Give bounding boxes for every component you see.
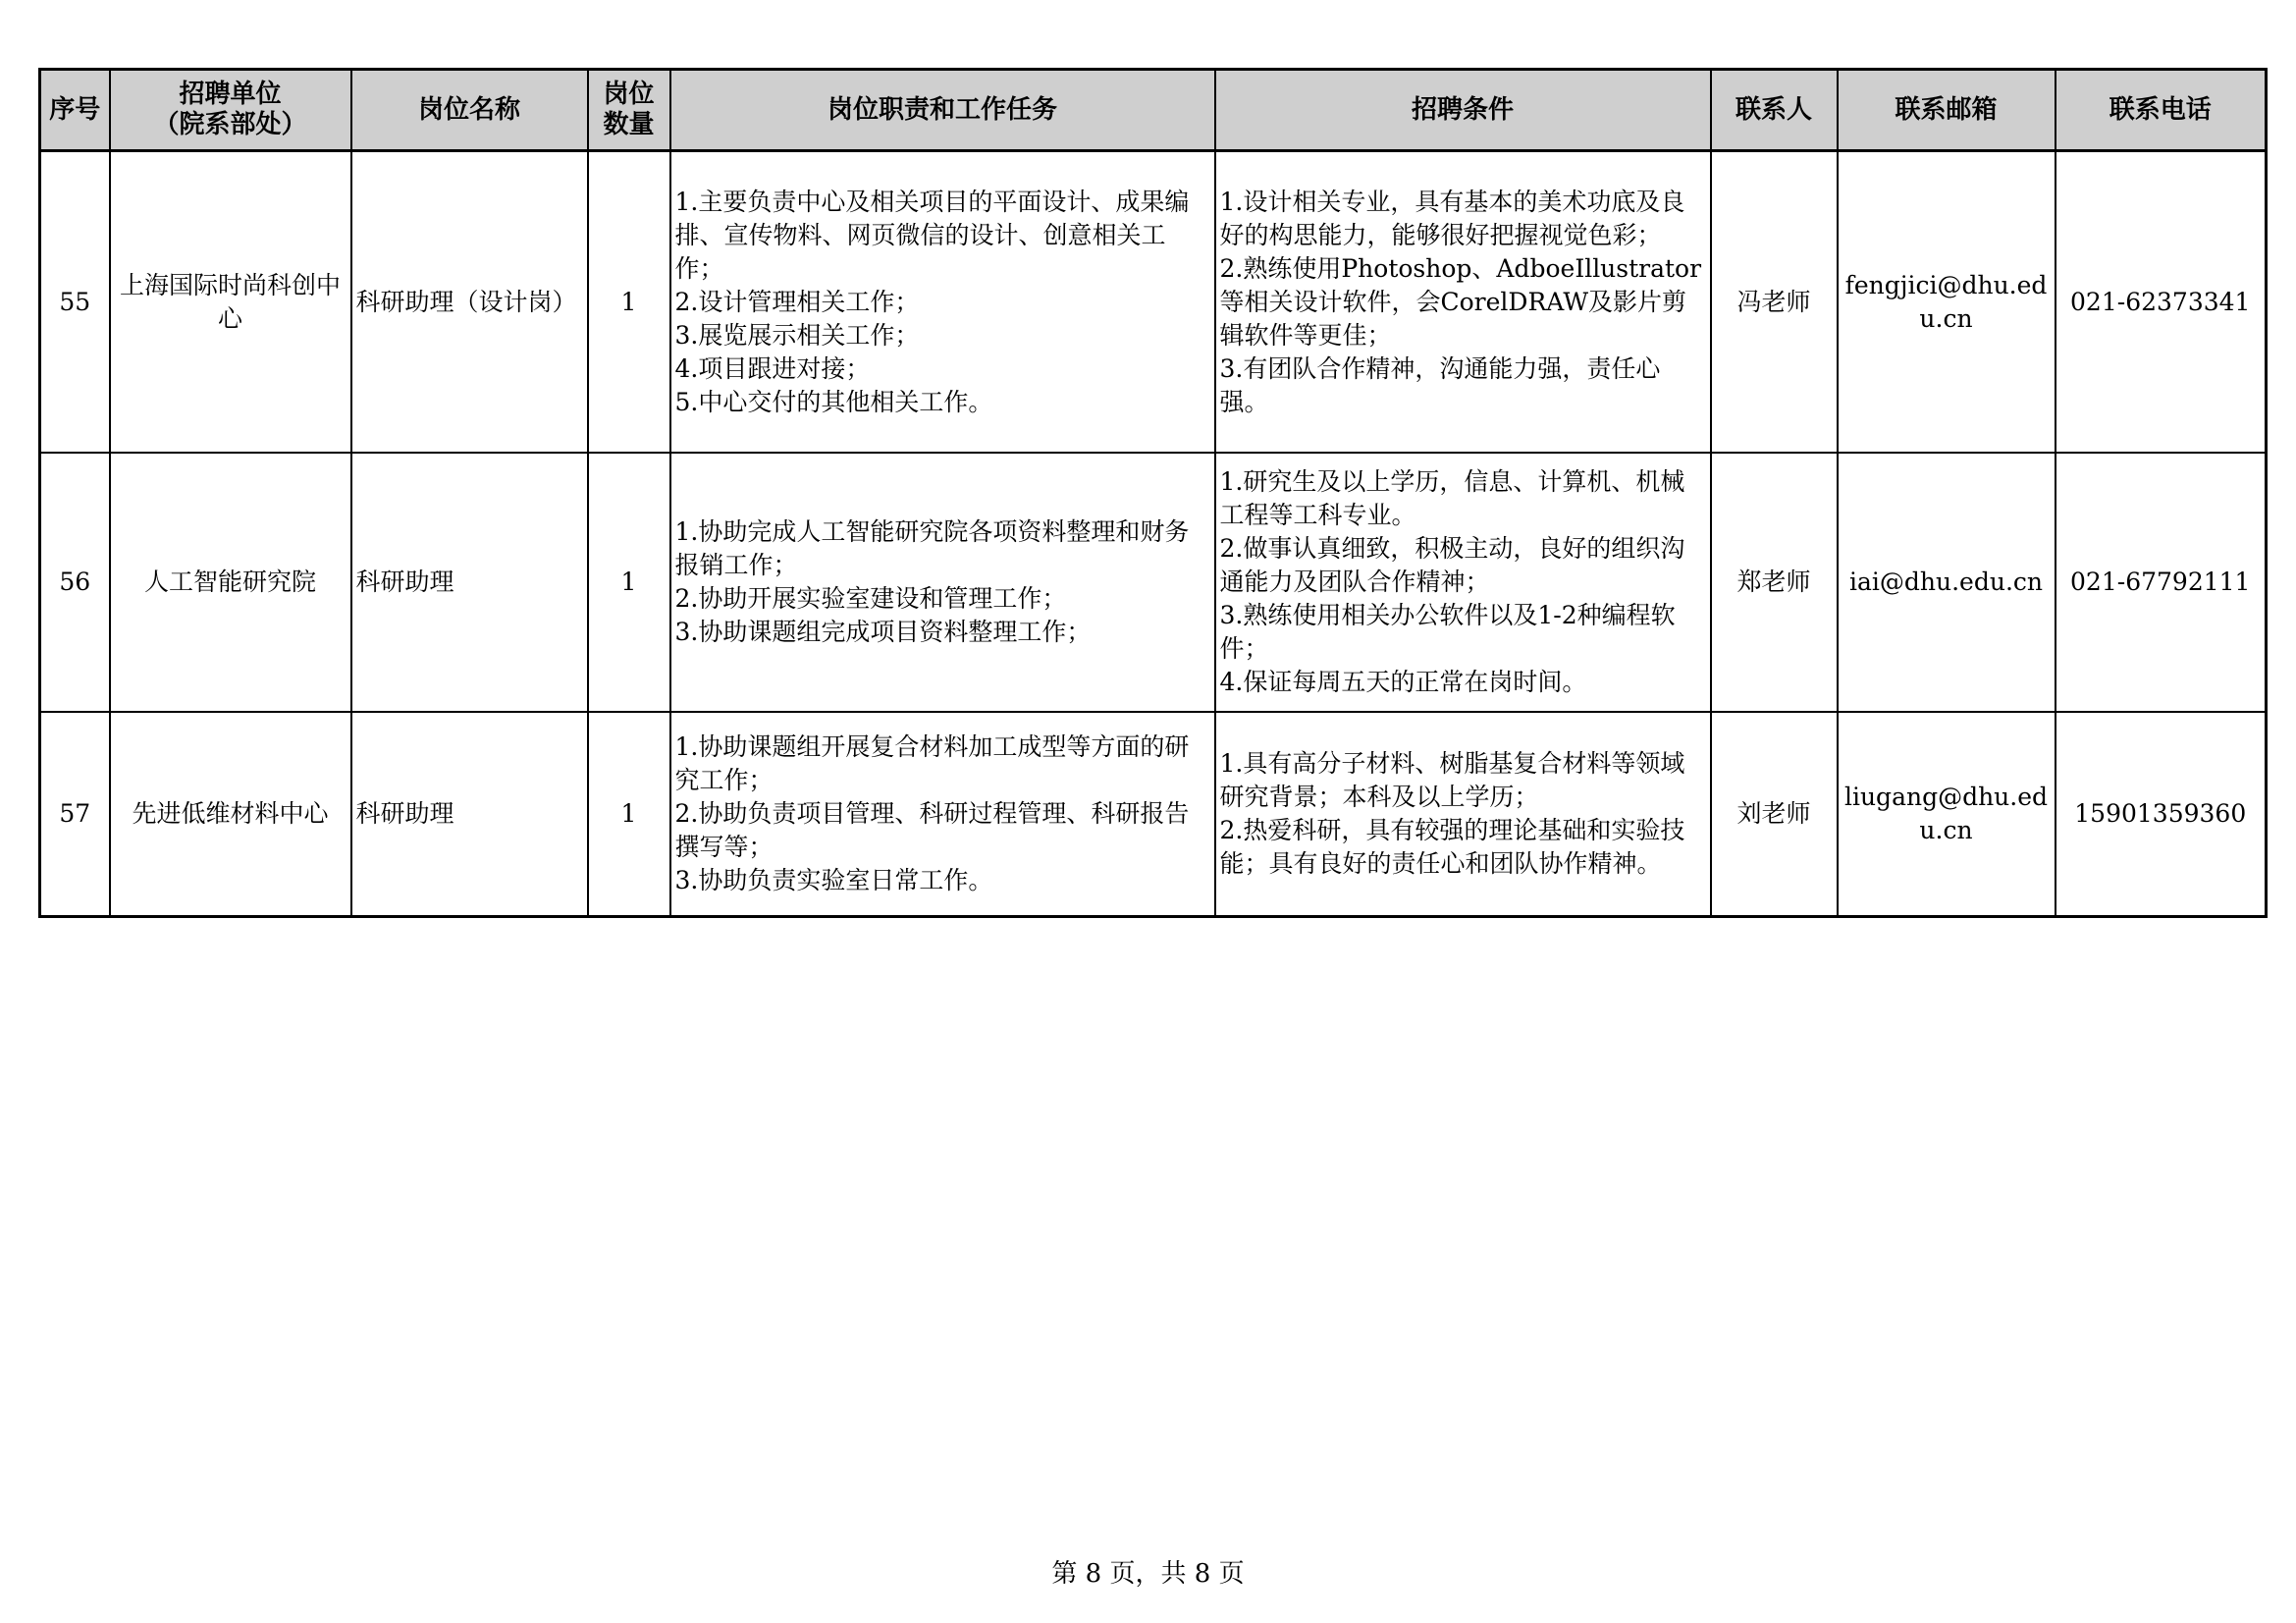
cell-position: 科研助理 [351, 453, 588, 712]
table-row [40, 712, 2267, 917]
header-count-line1: 岗位 [603, 80, 655, 109]
cell-position: 科研助理 [351, 712, 588, 917]
cell-email: iai@dhu.edu.cn [1838, 453, 2056, 712]
header-unit-line2: （院系部处） [153, 110, 307, 139]
cell-duties: 1.协助完成人工智能研究院各项资料整理和财务报销工作； 2.协助开展实验室建设和管理工作； 3.协助课题组完成项目资料整理工作； [670, 453, 1215, 712]
header-phone: 联系电话 [2056, 70, 2267, 151]
recruitment-table [38, 68, 2268, 918]
cell-requirements: 1.研究生及以上学历，信息、计算机、机械工程等工科专业。 2.做事认真细致，积极主动，良好的组织沟通能力及团队合作精神； 3.熟练使用相关办公软件以及1-2种编程软件； 4.保证每周五天的正常在岗时间。 [1215, 453, 1711, 712]
header-email: 联系邮箱 [1838, 70, 2056, 151]
cell-count: 1 [588, 453, 670, 712]
cell-contact: 刘老师 [1711, 712, 1838, 917]
cell-contact: 冯老师 [1711, 151, 1838, 454]
table-row [40, 151, 2267, 454]
cell-count: 1 [588, 712, 670, 917]
cell-contact: 郑老师 [1711, 453, 1838, 712]
header-duties: 岗位职责和工作任务 [670, 70, 1215, 151]
cell-count: 1 [588, 151, 670, 454]
cell-phone: 15901359360 [2056, 712, 2267, 917]
cell-unit: 人工智能研究院 [110, 453, 351, 712]
cell-unit: 上海国际时尚科创中心 [110, 151, 351, 454]
cell-seq: 56 [40, 453, 110, 712]
page-number-footer: 第 8 页，共 8 页 [1051, 1559, 1245, 1589]
cell-seq: 57 [40, 712, 110, 917]
header-position: 岗位名称 [351, 70, 588, 151]
cell-phone: 021-67792111 [2056, 453, 2267, 712]
cell-unit: 先进低维材料中心 [110, 712, 351, 917]
cell-seq: 55 [40, 151, 110, 454]
table-header-row [40, 70, 2267, 151]
cell-email: fengjici@dhu.edu.cn [1838, 151, 2056, 454]
cell-requirements: 1.设计相关专业，具有基本的美术功底及良好的构思能力，能够很好把握视觉色彩； 2.熟练使用Photoshop、AdboeIllustrator等相关设计软件，会CorelDRAW及影片剪辑软件等更佳； 3.有团队合作精神，沟通能力强，责任心强。 [1215, 151, 1711, 454]
header-count [588, 70, 670, 151]
cell-email: liugang@dhu.edu.cn [1838, 712, 2056, 917]
header-requirements: 招聘条件 [1215, 70, 1711, 151]
header-contact: 联系人 [1711, 70, 1838, 151]
header-seq: 序号 [40, 70, 110, 151]
table-row [40, 453, 2267, 712]
cell-duties: 1.主要负责中心及相关项目的平面设计、成果编排、宣传物料、网页微信的设计、创意相关工作； 2.设计管理相关工作； 3.展览展示相关工作； 4.项目跟进对接； 5.中心交付的其他相关工作。 [670, 151, 1215, 454]
header-unit-line1: 招聘单位 [179, 80, 282, 109]
header-count-line2: 数量 [603, 110, 655, 139]
cell-duties: 1.协助课题组开展复合材料加工成型等方面的研究工作； 2.协助负责项目管理、科研过程管理、科研报告撰写等； 3.协助负责实验室日常工作。 [670, 712, 1215, 917]
cell-requirements: 1.具有高分子材料、树脂基复合材料等领域研究背景；本科及以上学历； 2.热爱科研，具有较强的理论基础和实验技能；具有良好的责任心和团队协作精神。 [1215, 712, 1711, 917]
header-unit [110, 70, 351, 151]
cell-position: 科研助理（设计岗） [351, 151, 588, 454]
cell-phone: 021-62373341 [2056, 151, 2267, 454]
